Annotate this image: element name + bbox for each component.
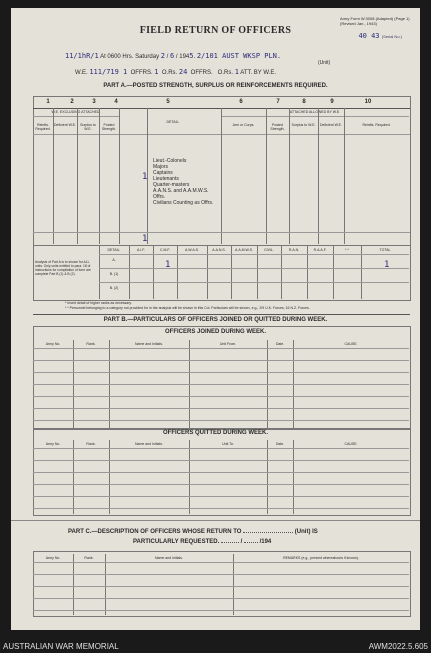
att-label: ATT. BY W.E. xyxy=(240,70,277,76)
rank-captains: Captains xyxy=(153,170,173,176)
column-number: 3 xyxy=(92,99,96,105)
serial-handwritten: 40 43 xyxy=(358,32,380,40)
rank-quarter-masters: Quarter-masters xyxy=(153,182,190,188)
part-c-unit-label: (Unit) IS xyxy=(294,529,318,535)
column-number: 1 xyxy=(46,99,50,105)
part-b-title: PART B.—PARTICULARS OF OFFICERS JOINED OR QUITTED DURING WEEK. xyxy=(103,317,328,323)
table-header: Name and Initials. xyxy=(134,442,163,446)
table-header: Unit To. xyxy=(222,442,234,446)
footnote-2: * * Personnel belonging to a category not provided for in the analysis will be shown in this Col. Particulars will be shown, e.g., 2/9 U.K. Forces; 16 N.Z. Forces. xyxy=(65,306,310,310)
analysis-header-10: TOTAL xyxy=(379,248,391,252)
detail-header: DETAIL. xyxy=(166,120,180,124)
part-c-line1 xyxy=(68,529,318,535)
footnote-1: * Insert detail of higher ranks as necessary. xyxy=(65,301,132,305)
we-value: 111/719 1 xyxy=(89,68,128,76)
analysis-header-5: A.A.M.W.S. xyxy=(235,248,253,252)
year-digit: 5 xyxy=(189,52,194,60)
header-right-2: Surplus to W.E. xyxy=(291,123,316,127)
posted-strength-value: 1 xyxy=(142,172,148,182)
header-left-1: Deficient W.E. xyxy=(54,123,76,127)
column-number: 9 xyxy=(330,99,334,105)
rank-aans-aamws: A.A.N.S. and A.A.M.W.S. Offrs. xyxy=(153,188,209,200)
ranks-list xyxy=(153,158,217,206)
header-left-2: Surplus to W.E. xyxy=(80,123,96,131)
rank-majors: Majors xyxy=(153,164,169,170)
analysis-header-9: * * xyxy=(345,248,349,252)
part-c-requested: PARTICULARLY REQUESTED. xyxy=(133,539,220,545)
analysis-row-label: B. (2) xyxy=(109,286,119,290)
ors2-value: 1 xyxy=(234,68,239,76)
rank-lieutenants: Lieutenants xyxy=(153,176,179,182)
form-reference: Army Form W.3008 (Adapted) (Page 1) (Revised Jan., 1943) xyxy=(340,16,410,26)
serial-number xyxy=(358,31,402,40)
rank-lt-colonels: Lieut.-Colonels xyxy=(153,158,187,164)
offrs-label: OFFRS. xyxy=(130,70,153,76)
aif-value: 1 xyxy=(165,260,171,270)
table-header: Army No. xyxy=(45,342,61,346)
analysis-header-0: DETAIL. xyxy=(107,248,121,252)
serial-label: (Serial No.) xyxy=(381,34,402,39)
analysis-header-8: R.A.A.F. xyxy=(313,248,327,252)
posted-total: 1 xyxy=(142,234,148,244)
table-header: Date. xyxy=(275,342,285,346)
table-header: Rank. xyxy=(86,342,96,346)
analysis-header-7: R.A.N. xyxy=(288,248,300,252)
column-number: 7 xyxy=(276,99,280,105)
day-value: 2 xyxy=(160,52,165,60)
column-number: 8 xyxy=(302,99,306,105)
table-header: REMARKS (e.g., present whereabouts if known). xyxy=(283,556,359,560)
analysis-header-4: A.A.N.S. xyxy=(212,248,226,252)
quitted-title: OFFICERS QUITTED DURING WEEK. xyxy=(163,430,268,436)
header-right-1: Posted Strength. xyxy=(270,123,285,131)
analysis-note: Analysis of Part A is to shown for ALL units. Only units entitled to para. 18 of instructions for compilation of form are complete Part B (1) & B (2). xyxy=(35,260,91,276)
month-value: 6 xyxy=(170,52,175,60)
column-number: 10 xyxy=(364,99,372,105)
column-number: 2 xyxy=(70,99,74,105)
header-left-3: Posted Strength. xyxy=(101,123,117,131)
header-right-4: Reinfts. Required. xyxy=(362,123,391,127)
analysis-row-label: B. (1) xyxy=(109,272,119,276)
table-header: Army No. xyxy=(45,442,61,446)
footer-left: AUSTRALIAN WAR MEMORIAL xyxy=(3,642,119,651)
part-a-table xyxy=(33,96,411,246)
table-header: CAUSE. xyxy=(344,342,358,346)
analysis-row-label: A. xyxy=(112,258,116,262)
header-right-3: Deficient W.E. xyxy=(320,123,342,127)
analysis-header-2: C.M.F. xyxy=(159,248,171,252)
total-value: 1 xyxy=(384,260,390,270)
table-header: Date. xyxy=(275,442,285,446)
form-page xyxy=(11,8,420,630)
we-excluding-header: W.E. EXCLUDING ATTACHED. xyxy=(51,110,101,114)
analysis-header-3: A.W.A.S. xyxy=(184,248,199,252)
joined-title: OFFICERS JOINED DURING WEEK. xyxy=(164,329,266,335)
table-header: Army No. xyxy=(45,556,61,560)
offrs-value: 1 xyxy=(154,68,159,76)
handwritten-ref: 11/1hR/1 xyxy=(65,52,99,60)
attached-allowed-header: ATTACHED ALLOWED BY W.E. xyxy=(289,110,341,114)
part-c-table xyxy=(33,551,411,617)
ors2-label: O.Rs. xyxy=(217,70,234,76)
table-header: Unit From. xyxy=(219,342,237,346)
table-header: Rank. xyxy=(84,556,94,560)
year-value: 194 xyxy=(179,54,190,60)
header-left-0: Reinfts. Required. xyxy=(35,123,51,131)
ors-value: 24 xyxy=(178,68,188,76)
table-header: CAUSE. xyxy=(344,442,358,446)
unit-label: (Unit) xyxy=(318,60,331,66)
column-number: 4 xyxy=(114,99,118,105)
table-header: Rank. xyxy=(86,442,96,446)
table-header: Name and Initials. xyxy=(154,556,183,560)
form-title: FIELD RETURN OF OFFICERS xyxy=(139,25,292,36)
part-c-date-tail: /194 xyxy=(259,539,272,545)
rank-civilians: Civilians Counting as Offrs. xyxy=(153,200,214,206)
part-a-title: PART A.—POSTED STRENGTH, SURPLUS OR REINFORCEMENTS REQUIRED. xyxy=(103,83,328,89)
analysis-header-6: CIVIL. xyxy=(264,248,274,252)
unit-value: 2/101 AUST WKSP PLN. xyxy=(196,52,282,60)
at-hrs: At 0600 Hrs. Saturday xyxy=(100,54,160,60)
offrs2-label: OFFRS. xyxy=(190,70,213,76)
part-c-line2: PARTICULARLY REQUESTED. / /194 xyxy=(133,539,272,545)
part-c-title: PART C.—DESCRIPTION OF OFFICERS WHOSE RETURN TO xyxy=(68,529,242,535)
footer-right: AWM2022.5.605 xyxy=(368,642,428,651)
header-right-0: Arm or Corps. xyxy=(232,123,255,127)
analysis-header-1: A.I.F. xyxy=(137,248,145,252)
table-header: Name and Initials. xyxy=(134,342,163,346)
we-label: W.E. xyxy=(75,70,88,76)
column-number: 5 xyxy=(166,99,170,105)
ors-label: O.Rs. xyxy=(161,70,178,76)
column-number: 6 xyxy=(239,99,243,105)
date-line: 11/1hR/1 At 0600 Hrs. Saturday 2 / 6 / 1945. 2/101 AUST WKSP PLN. xyxy=(65,52,282,60)
we-line xyxy=(75,68,276,76)
